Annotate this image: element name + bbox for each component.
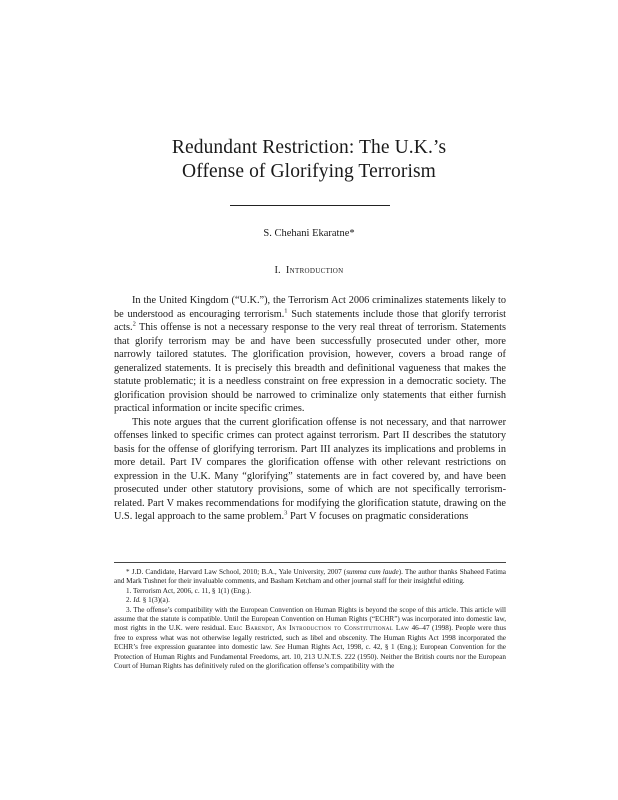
footnote-star-text-a: J.D. Candidate, Harvard Law School, 2010; B.A., Yale University, 2007 ( — [129, 568, 347, 576]
footnote-star — [114, 568, 506, 587]
footnote-3 — [114, 606, 506, 672]
footnote-star-honors: summa cum laude — [346, 568, 399, 576]
footnote-1-mark: 1. — [126, 586, 132, 595]
paragraph-1-text-a: In the United Kingdom (“U.K.”), the Terrorism Act 2006 criminalizes statements likely to be understood as encouraging terrorism. — [114, 295, 506, 320]
footnote-3-text-a: The offense’s compatibility with the European Convention on Human Rights is beyond the scope of this article. This article will assume that the statute is compatible. Until the European Convention on Human Rights (“ECHR”) was incorporated into domestic law, most rights in the U.K. were residual. — [114, 605, 506, 633]
section-name: Introduction — [285, 265, 344, 276]
footnote-2-text: § 1(3)(a). — [140, 596, 170, 605]
section-number: I. — [274, 265, 281, 276]
section-heading — [0, 265, 618, 276]
footnote-3-mark: 3. — [126, 605, 132, 614]
article-title-line-1: Redundant Restriction: The U.K.’s — [171, 137, 447, 158]
footnote-star-mark: * — [126, 568, 130, 576]
article-title — [0, 136, 618, 184]
paragraph-2-text-a: This note argues that the current glorification offense is not necessary, and that narrower offenses linked to specific crimes can protect against terrorism. Part II describes the statutory basis for the offense of glorifying terrorism. Part III analyzes its implications and problems in more detail. Part IV compares the glorification offense with other relevant restrictions on expression in the U.K. Many “glorifying” statements are in fact covered by, and have been prosecuted under other statutory provisions, some of which are not specifically terrorism-related. Part V makes recommendations for modifying the glorification statute, drawing on the U.S. legal approach to the same problem. — [114, 416, 506, 522]
footnote-3-text-c: Human Rights Act, 1998, c. 42, § 1 (Eng.); European Convention for the Protection of Human Rights and Fundamental Freedoms, art. 10, 213 U.N.T.S. 222 (1950). Neither the British courts nor the European Court of Human Rights has definitively ruled on the glorification offense’s compatibility with the — [114, 643, 506, 671]
footnote-2-id: Id. — [133, 596, 141, 605]
body-text — [114, 294, 506, 524]
footnote-1-text: Terrorism Act, 2006, c. 11, § 1(1) (Eng.). — [131, 586, 252, 595]
footnote-divider — [114, 562, 506, 563]
footnote-star-text-b: ). The author thanks Shaheed Fatima and Mark Tushnet for their invaluable comments, and Basham Ketcham and other journal staff for their insightful editing. — [114, 568, 506, 586]
article-title-line-2: Offense of Glorifying Terrorism — [182, 161, 436, 182]
footnote-ref-1: 1 — [284, 307, 288, 315]
footnote-2-mark: 2. — [126, 596, 132, 605]
paragraph-2 — [114, 416, 506, 524]
footnotes — [114, 568, 506, 671]
footnote-ref-3: 3 — [284, 509, 288, 517]
footnote-ref-2: 2 — [132, 320, 136, 328]
footnote-3-text-b: 46–47 (1998). People were thus free to express what was not otherwise legally restricted, such as libel and obscenity. The Human Rights Act 1998 incorporated the ECHR’s free expression guarantee into domestic law. — [114, 624, 506, 652]
footnote-3-citation: Eric Barendt, An Introduction to Constitutional Law — [228, 624, 410, 633]
author-name: S. Chehani Ekaratne* — [263, 228, 355, 239]
title-divider — [230, 205, 390, 206]
paragraph-1-text-c: This offense is not a necessary response to the very real threat of terrorism. Statements that glorify terrorism may be and have been successfully prosecuted under other, more narrowly tailored statutes. The glorification provision, however, covers a broad range of generalized statements. It is precisely this breadth and definitional vagueness that makes the statute problematic; it is a needless constraint on free expression in a democratic society. The glorification provision should be narrowed to criminalize only statements that either furnish practical information or incite specific crimes. — [114, 322, 506, 414]
footnote-3-see: See — [274, 643, 285, 652]
paragraph-2-text-b: Part V focuses on pragmatic considerations — [287, 511, 469, 522]
footnote-1 — [114, 587, 506, 596]
paragraph-1 — [114, 294, 506, 416]
footnote-2 — [114, 596, 506, 605]
paragraph-1-text-b: Such statements include those that glorify terrorist acts. — [114, 308, 507, 333]
